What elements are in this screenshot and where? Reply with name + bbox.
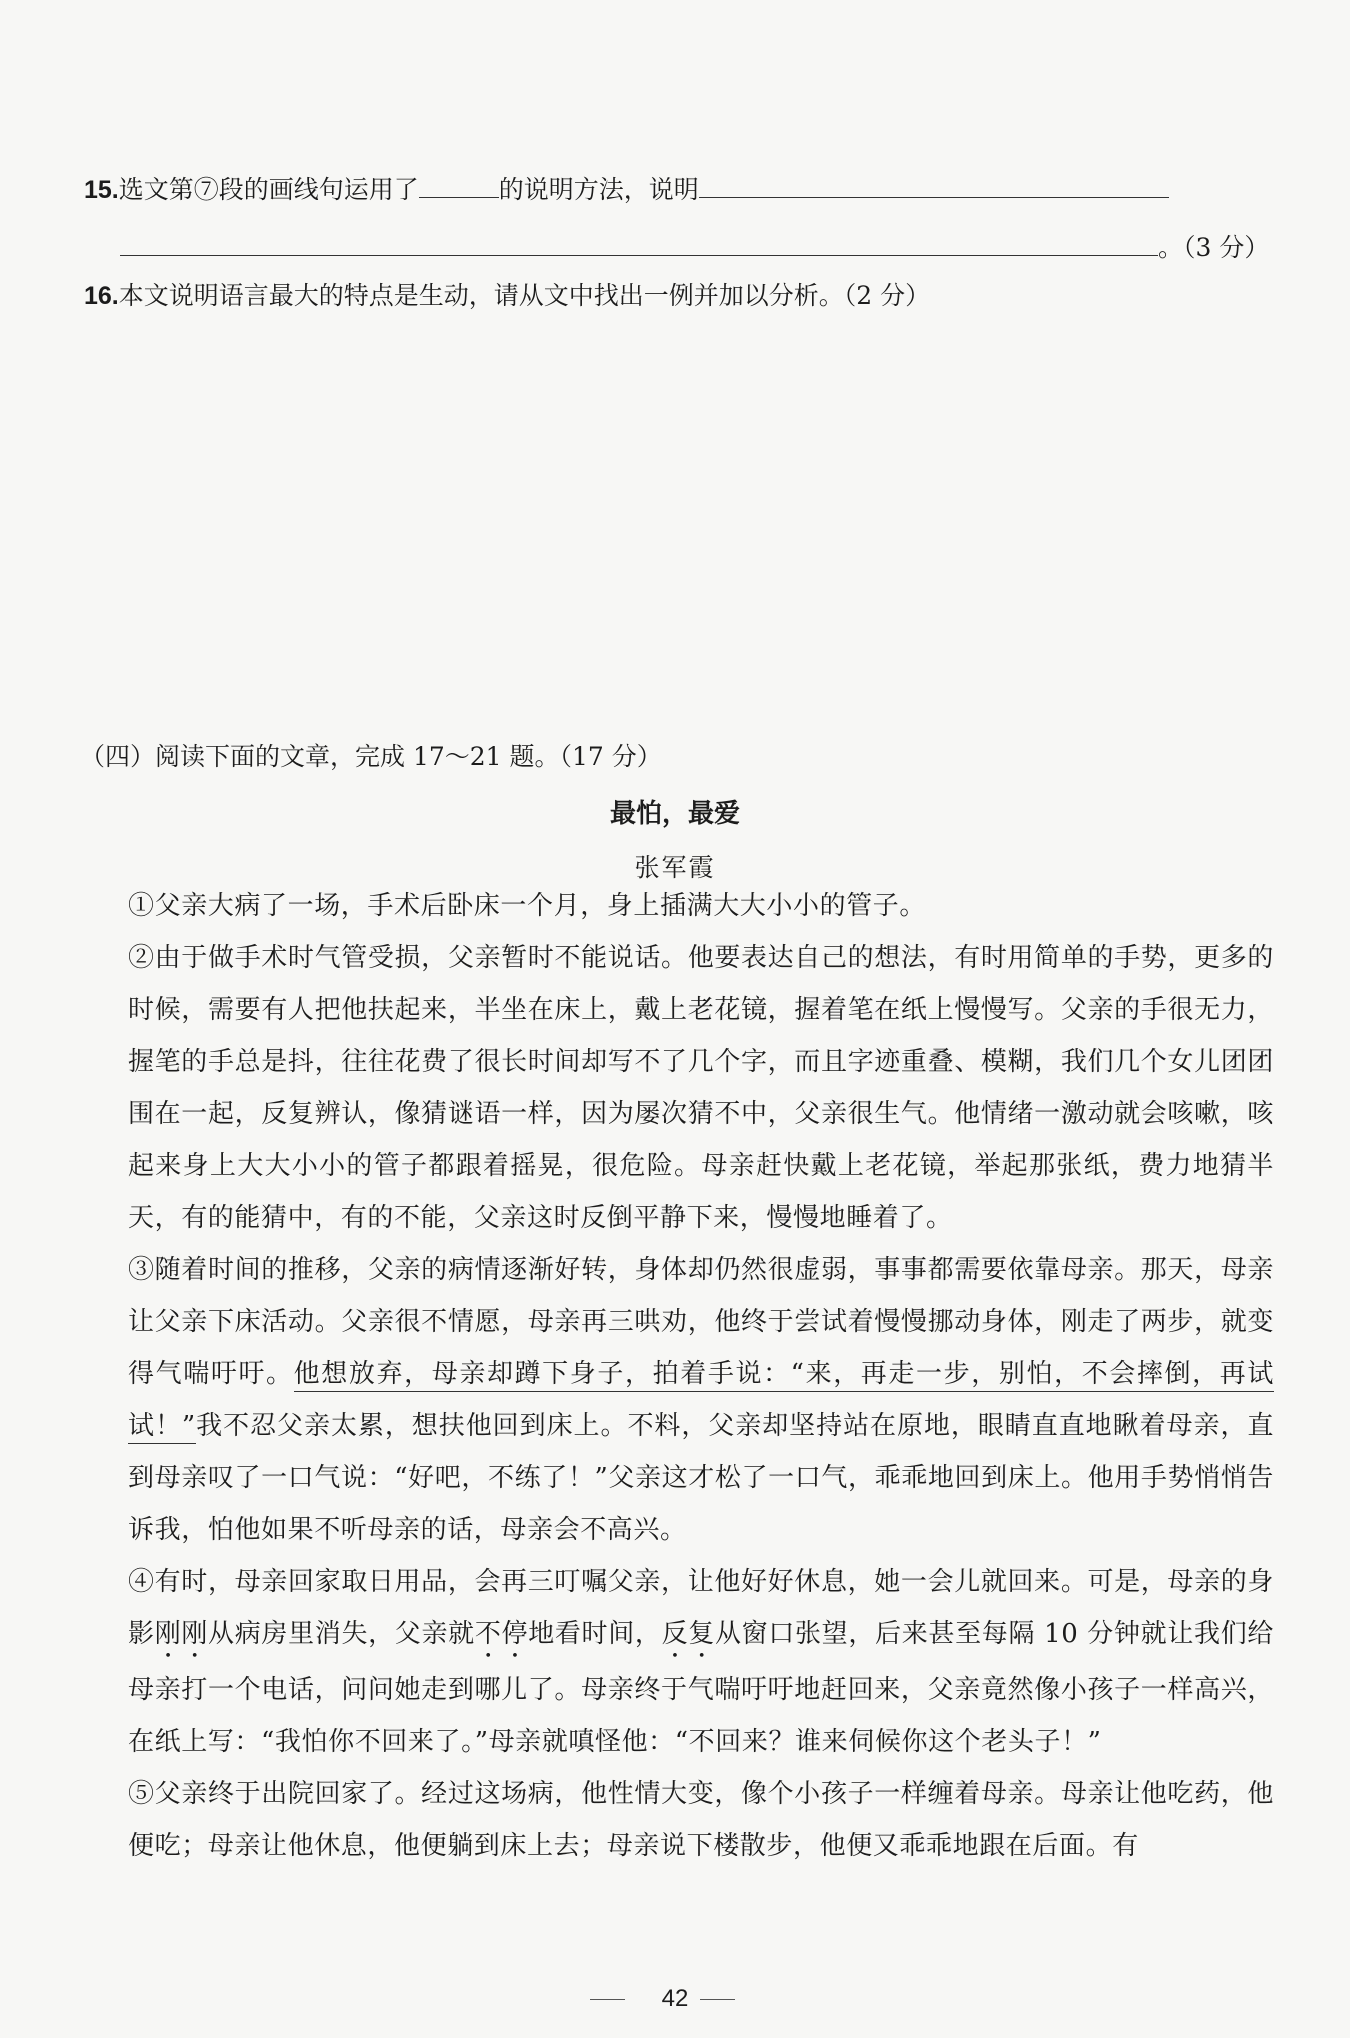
question-15-line1 bbox=[84, 170, 1169, 206]
question-15-blank-method[interactable] bbox=[419, 175, 499, 198]
paragraph-4-part-b: 从病房里消失，父亲就 bbox=[208, 1619, 475, 1649]
paragraph-4-part-c: 地看时间， bbox=[528, 1619, 662, 1649]
question-15-text-a: 选文第⑦段的画线句运用了 bbox=[118, 175, 419, 204]
article-body bbox=[84, 880, 1274, 1872]
section-4-heading: （四）阅读下面的文章，完成 17～21 题。（17 分） bbox=[80, 742, 662, 771]
question-15-score: 。（3 分） bbox=[1158, 233, 1270, 262]
paragraph-5: ⑤父亲终于出院回家了。经过这场病，他性情大变，像个小孩子一样缠着母亲。母亲让他吃药，他便吃；母亲让他休息，他便躺到床上去；母亲说下楼散步，他便又乖乖地跟在后面。有 bbox=[128, 1779, 1274, 1861]
paragraph-3-underlined-sentence: 他想放弃，母亲却蹲下身子，拍着手说：“来，再走一步，别怕，不会摔倒，再试试！” bbox=[128, 1359, 1274, 1444]
paragraph-1: ①父亲大病了一场，手术后卧床一个月，身上插满大大小小的管子。 bbox=[128, 891, 927, 921]
paragraph-3-part-b: 我不忍父亲太累，想扶他回到床上。不料，父亲却坚持站在原地，眼睛直直地瞅着母亲，直到母亲叹了一口气说：“好吧，不练了！”父亲这才松了一口气，乖乖地回到床上。他用手势悄悄告诉我，怕他如果不听母亲的话，母亲会不高兴。 bbox=[128, 1411, 1274, 1545]
paragraph-4-dotted-word-3: 反复 bbox=[661, 1619, 715, 1649]
question-16 bbox=[84, 276, 930, 312]
paragraph-3-part-a: ③随着时间的推移，父亲的病情逐渐好转，身体却仍然很虚弱，事事都需要依靠母亲。那天，母亲让父亲下床活动。父亲很不情愿，母亲再三哄劝，他终于尝试着慢慢挪动身体，刚走了两步，就变得气喘吁吁。 bbox=[128, 1255, 1274, 1389]
question-15-number: 15. bbox=[84, 176, 119, 204]
question-16-number: 16. bbox=[84, 282, 119, 310]
article-title: 最怕，最爱 bbox=[609, 798, 740, 828]
question-15-line2 bbox=[120, 228, 1269, 264]
question-16-answer-area[interactable] bbox=[84, 330, 1274, 710]
paragraph-4 bbox=[84, 1556, 1274, 1768]
question-16-text: 本文说明语言最大的特点是生动，请从文中找出一例并加以分析。（2 分） bbox=[118, 281, 931, 310]
paragraph-4-dotted-word-1: 刚刚 bbox=[154, 1619, 209, 1649]
paragraph-4-dotted-word-2: 不停 bbox=[474, 1619, 529, 1649]
question-15-blank-explanation[interactable] bbox=[699, 175, 1169, 198]
page-number-dash-right bbox=[700, 1999, 735, 2000]
question-15-text-b: 的说明方法，说明 bbox=[498, 175, 699, 204]
page-number: 42 bbox=[661, 1985, 689, 2012]
paragraph-3 bbox=[84, 1244, 1274, 1556]
paragraph-2: ②由于做手术时气管受损，父亲暂时不能说话。他要表达自己的想法，有时用简单的手势，更多的时候，需要有人把他扶起来，半坐在床上，戴上老花镜，握着笔在纸上慢慢写。父亲的手很无力，握笔的手总是抖，往往花费了很长时间却写不了几个字，而且字迹重叠、模糊，我们几个女儿团团围在一起，反复辨认，像猜谜语一样，因为屡次猜不中，父亲很生气。他情绪一激动就会咳嗽，咳起来身上大大小小的管子都跟着摇晃，很危险。母亲赶快戴上老花镜，举起那张纸，费力地猜半天，有的能猜中，有的不能，父亲这时反倒平静下来，慢慢地睡着了。 bbox=[128, 943, 1274, 1233]
article-author: 张军霞 bbox=[634, 853, 716, 882]
paragraph-4-part-d: 从窗口张望，后来甚至每隔 10 分钟就让我们给母亲打一个电话，问问她走到哪儿了。母亲终于气喘吁吁地赶回来，父亲竟然像小孩子一样高兴，在纸上写：“我怕你不回来了。”母亲就嗔怪他：“不回来？谁来伺候你这个老头子！” bbox=[128, 1619, 1274, 1757]
paragraph-4-part-a: ④有时，母亲回家取日用品，会再三叮嘱父亲，让他好好休息，她一会儿就回来。可是，母亲的身影 bbox=[128, 1567, 1274, 1649]
question-15-blank-continued[interactable] bbox=[120, 233, 1158, 256]
